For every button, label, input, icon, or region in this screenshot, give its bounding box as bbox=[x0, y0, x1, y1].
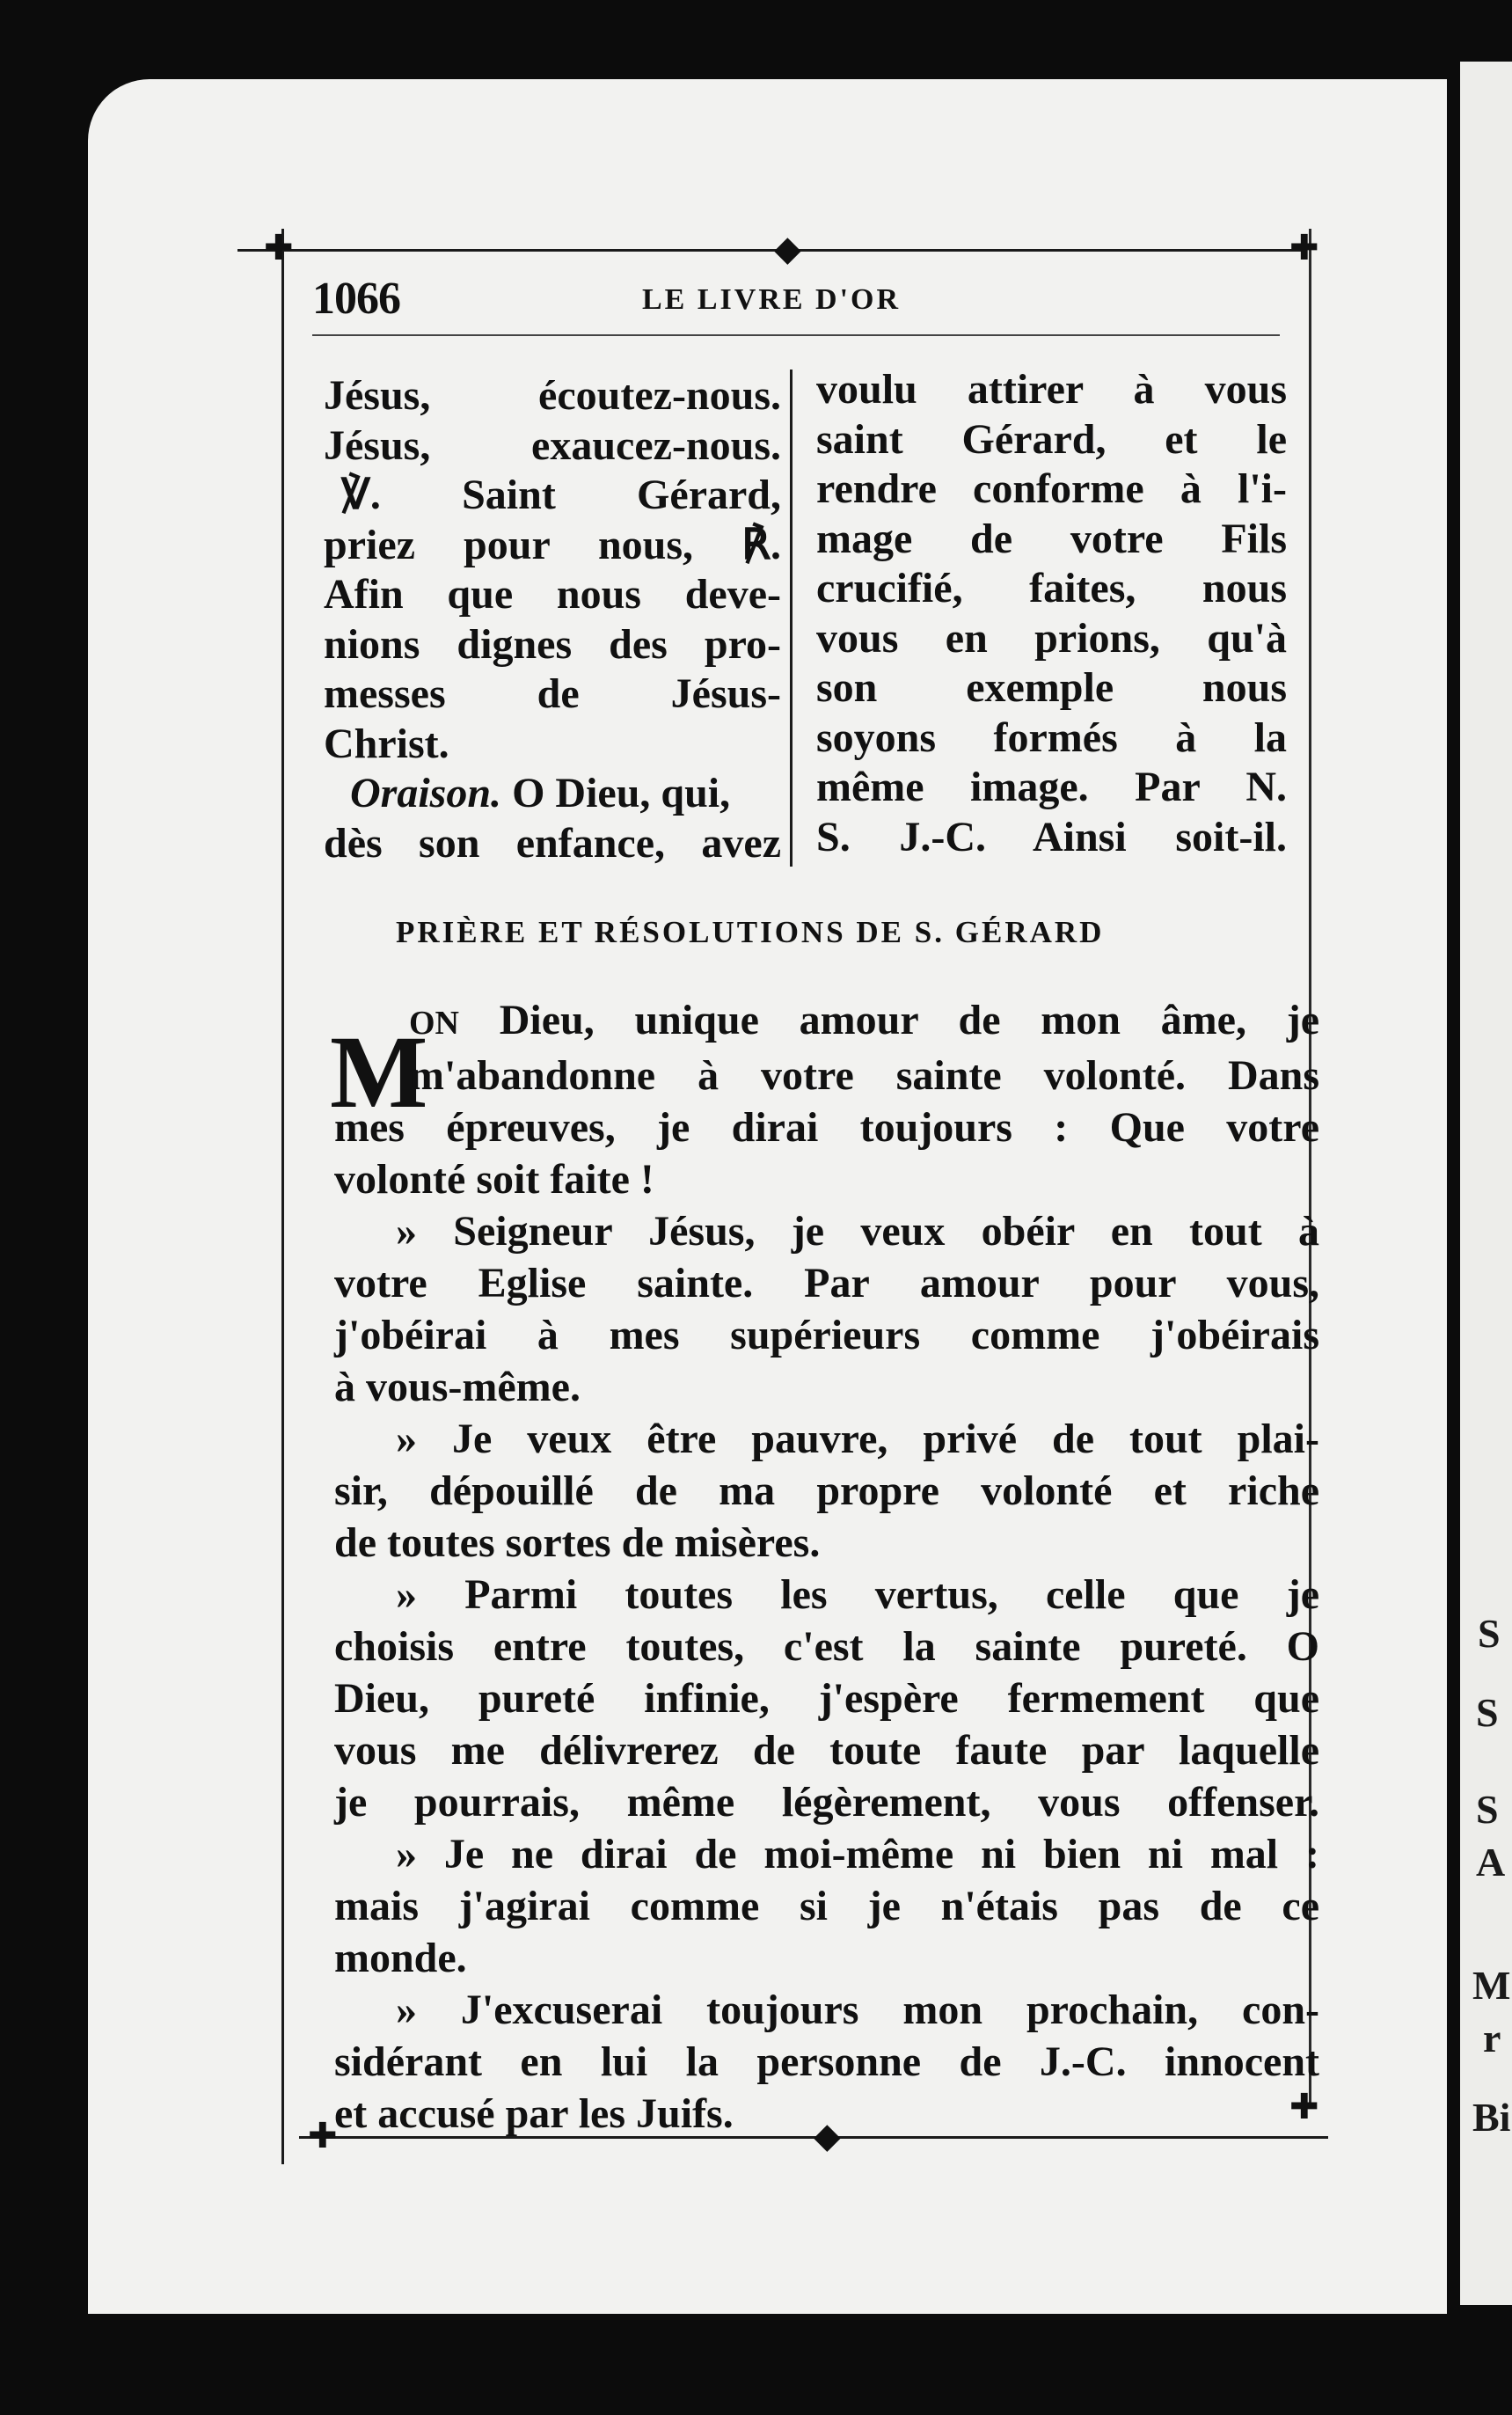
text-line: mais j'agirai comme si je n'étais pas de ce bbox=[334, 1883, 1319, 1929]
adjacent-fragment: S bbox=[1476, 1690, 1499, 1735]
text-line: priez pour nous, ℟. bbox=[324, 521, 781, 568]
text-line: Jésus, écoutez-nous. bbox=[324, 372, 781, 419]
running-title: LE LIVRE D'OR bbox=[642, 283, 902, 316]
adjacent-page-edge bbox=[1460, 62, 1512, 2305]
text-line: sir, dépouillé de ma propre volonté et riche bbox=[334, 1467, 1319, 1514]
corner-ornament-icon: ✚ bbox=[308, 2116, 338, 2156]
text-line: de toutes sortes de misères. bbox=[334, 1519, 821, 1566]
text-line: volonté soit faite ! bbox=[334, 1156, 654, 1203]
text-line: S. J.-C. Ainsi soit-il. bbox=[816, 813, 1287, 860]
text-line: soyons formés à la bbox=[816, 714, 1287, 761]
text-line: » Je ne dirai de moi-même ni bien ni mal : bbox=[396, 1831, 1319, 1877]
text-line: crucifié, faites, nous bbox=[816, 565, 1287, 611]
oraison-line bbox=[324, 769, 781, 819]
text-line: son exemple nous bbox=[816, 664, 1287, 711]
text-line: votre Eglise sainte. Par amour pour vous, bbox=[334, 1260, 1319, 1306]
text-line: dès son enfance, avez bbox=[324, 819, 781, 867]
text-line: m'abandonne à votre sainte volonté. Dans bbox=[409, 1052, 1319, 1099]
text-line: mage de votre Fils bbox=[816, 515, 1287, 562]
corner-ornament-icon: ✚ bbox=[1289, 2087, 1319, 2127]
center-ornament-icon: ◆ bbox=[774, 229, 801, 269]
header-underline bbox=[312, 334, 1280, 336]
text-line: nions dignes des pro- bbox=[324, 620, 781, 668]
adjacent-fragment: S bbox=[1478, 1611, 1501, 1656]
text-line: » Seigneur Jésus, je veux obéir en tout à bbox=[396, 1208, 1319, 1255]
left-column bbox=[324, 371, 781, 868]
adjacent-fragment: M bbox=[1472, 1963, 1511, 2008]
adjacent-fragment: S bbox=[1476, 1787, 1499, 1832]
text-line: choisis entre toutes, c'est la sainte pureté. O bbox=[334, 1623, 1319, 1670]
center-ornament-icon: ◆ bbox=[814, 2116, 841, 2156]
corner-ornament-icon: ✚ bbox=[1289, 228, 1319, 268]
text-line: Afin que nous deve- bbox=[324, 571, 781, 618]
adjacent-fragment: r bbox=[1483, 2016, 1501, 2060]
smallcaps-text: ON bbox=[409, 1005, 459, 1042]
section-body bbox=[334, 994, 1319, 2140]
text-line bbox=[334, 994, 1319, 1050]
text-line: j'obéirai à mes supérieurs comme j'obéirais bbox=[334, 1312, 1319, 1358]
text-line: Christ. bbox=[324, 720, 449, 767]
text-line: et accusé par les Juifs. bbox=[334, 2090, 734, 2137]
text-line: vous en prions, qu'à bbox=[816, 614, 1287, 662]
text-line: mes épreuves, je dirai toujours : Que votre bbox=[334, 1104, 1319, 1151]
right-column bbox=[816, 365, 1287, 862]
text-line: sidérant en lui la personne de J.-C. innocent bbox=[334, 2038, 1319, 2085]
frame-top-rule bbox=[237, 249, 1306, 252]
corner-ornament-icon: ✚ bbox=[264, 228, 294, 268]
text-line: vous me délivrerez de toute faute par laquelle bbox=[334, 1727, 1319, 1774]
text-line: messes de Jésus- bbox=[324, 670, 781, 717]
adjacent-fragment: Bi bbox=[1472, 2095, 1511, 2140]
text-line: » J'excuserai toujours mon prochain, con- bbox=[396, 1987, 1319, 2033]
text-line: saint Gérard, et le bbox=[816, 415, 1287, 463]
text-line: rendre conforme à l'i- bbox=[816, 465, 1287, 512]
text-line: même image. Par N. bbox=[816, 764, 1287, 810]
text-line: monde. bbox=[334, 1935, 467, 1981]
text-line: Jésus, exaucez-nous. bbox=[324, 421, 781, 469]
text-line-rest: Dieu, unique amour de mon âme, je bbox=[459, 997, 1319, 1043]
column-divider bbox=[790, 370, 793, 867]
section-title: PRIÈRE ET RÉSOLUTIONS DE S. GÉRARD bbox=[396, 915, 1105, 949]
text-line: » Parmi toutes les vertus, celle que je bbox=[396, 1571, 1319, 1618]
oraison-text: O Dieu, qui, bbox=[501, 770, 731, 816]
adjacent-fragment: A bbox=[1476, 1840, 1506, 1884]
text-line: » Je veux être pauvre, privé de tout plai- bbox=[396, 1416, 1319, 1462]
text-line: Dieu, pureté infinie, j'espère fermement que bbox=[334, 1675, 1319, 1722]
text-line: je pourrais, même légèrement, vous offenser. bbox=[334, 1779, 1319, 1826]
frame-left-rule bbox=[281, 229, 284, 2164]
page-number: 1066 bbox=[312, 274, 400, 324]
oraison-label: Oraison. bbox=[350, 770, 502, 816]
drop-cap: M bbox=[330, 1014, 428, 1130]
text-line: à vous-même. bbox=[334, 1364, 581, 1410]
text-line: ℣. Saint Gérard, bbox=[341, 472, 781, 518]
text-line: voulu attirer à vous bbox=[816, 366, 1287, 413]
